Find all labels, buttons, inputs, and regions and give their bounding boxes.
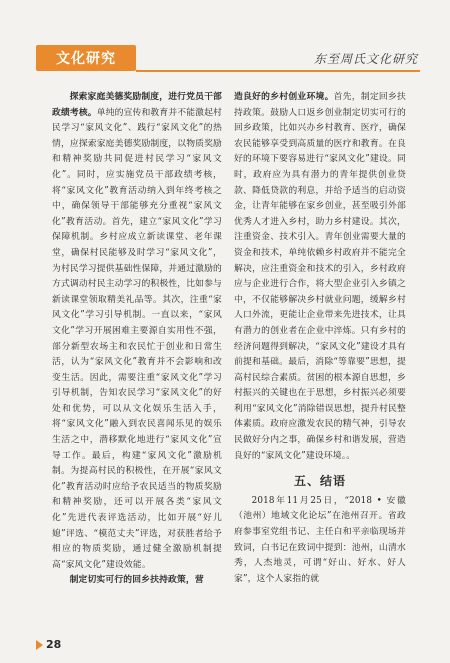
paragraph-body: 首先，制定回乡扶持政策。鼓励人口返乡创业制定切实可行的回乡政策，比如兴办乡村教育、医疗，确保农民能够享受到高质量的医疗和教育。在良好的环境下要容易进行“家风文化”建设。同时，政府应为具有潜力的青年提供创业贷款、降低贷款的利息，并给予适当的启动资金，让青年能够在家乡创业，甚至吸引外部优秀人才进入乡村，助力乡村建设。其次，注重资金、技术引入。青年创业需要大量的资金和技术，单纯依赖乡村政府并不能完全解决，应注重资金和技术的引入，乡村政府应与企业进行合作，将大型企业引入乡镇之中，不仅能够解决乡村就业问题，缓解乡村人口外流，更能让企业带来先进技术，让具有潜力的创业者在企业中淬炼。只有乡村的经济问题得到解决，“家风文化”建设才具有前提和基础。最后，消除“等靠要”思想，提高村民综合素质。贫困的根本源自思想，乡村振兴的关键也在于思想，乡村振兴必须要利用“家风文化”消除错误思想，提升村民整体素质。政府应激发农民的精气神，引导农民做好分内之事，确保乡村和谐发展，营造良好的“家风文化”建设环境。。 [234,92,406,461]
left-column [52,90,222,589]
section-heading: 五、结语 [293,474,346,489]
paragraph-lead: 造良好的乡村创业环境。 [234,92,334,102]
page-number-value: 28 [46,638,62,651]
header-rule [136,70,420,72]
right-column [234,90,406,587]
paragraph-conclusion: 2018年11月25日，“2018 • 安徽（池州）地域文化论坛”在池州召开。省政府参事室党组书记、主任白和平亲临现场并致词，白书记在致词中提到：池州，山清水秀，人杰地灵，可谓“好山、好水、好人家”，这个人家指的就 [234,495,406,584]
section-tab: 文化研究 [36,45,136,71]
page-number [36,638,61,651]
paragraph-policy-start [52,573,222,589]
paragraph-policy [234,90,406,464]
paragraph-lead: 制定切实可行的回乡扶持政策，营 [69,575,204,586]
magazine-title: 东至周氏文化研究 [313,52,418,66]
triangle-icon [36,640,43,650]
paragraph-incentive [52,90,222,573]
page-header [0,44,450,74]
paragraph-body: 单纯的宣传和教育并不能激起村民学习“家风文化”、践行“家风文化”的热情，应探索家庭美德奖励制度，以物质奖励和精神奖励共同促进村民学习“家风文化”。同时，应实施党员干部政绩考核，将“家风文化”教育活动纳入到年终考核之中，确保领导干部能够充分重视“家风文化”教育活动。首先，建立“家风文化”学习保障机制。乡村应成立新读课堂、老年课堂，确保村民能够及时学习“家风文化”，为村民学习提供基础性保障，并通过激励的方式调动村民主动学习的积极性，比如参与新读课堂领取精美礼品等。其次，注重“家风文化”学习引导机制。一直以来，“家风文化”学习开展困难主要源自实用性不强，部分新型农场主和农民忙于创业和日常生活，认为“家风文化”教育并不会影响和改变生活。因此，需要注重“家风文化”学习引导机制，告知农民学习“家风文化”的好处和优势，可以从文化娱乐生活入手，将“家风文化”融入到农民喜闻乐见的娱乐生活之中，潜移默化地进行“家风文化”宣导工作。最后，构建“家风文化”激励机制。为提高村民的积极性，在开展“家风文化”教育活动时应给予农民适当的物质奖励和精神奖励，还可以开展各类“家风文化”先进代表评选活动，比如开展“好儿媳”评选、“模范丈夫”评选，对获胜者给予相应的物质奖励，通过健全激励机制提高“家风文化”建设效能。 [52,107,223,570]
paragraph-lead: 探索家庭美德奖励制度，进行党员干部政绩考核。 [52,92,222,118]
